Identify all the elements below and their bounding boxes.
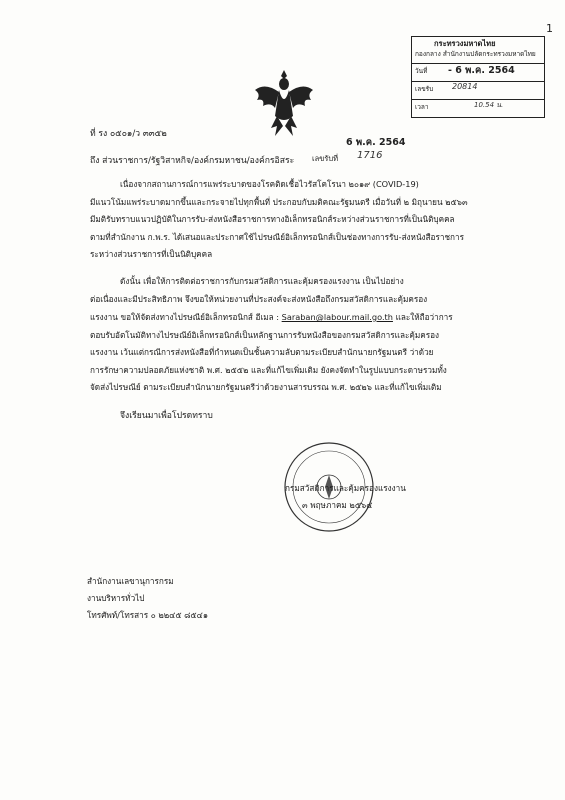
corner-mark: 1 [546,22,553,35]
body-line: มีแนวโน้มแพร่ระบาดมากขึ้นและกระจายไปทุกพื้นที่ ประกอบกับมติคณะรัฐมนตรี เมื่อวันที่ ๒ มิถุนายน ๒๕๖๓ [90,197,468,207]
email-after: และให้ถือว่าการ [395,312,453,322]
body-line: ตอบรับอัตโนมัติทางไปรษณีย์อิเล็กทรอนิกส์เป็นหลักฐานการรับหนังสือของกรมสวัสดิการและคุ้มครอง [90,330,440,340]
closing-line: จึงเรียนมาเพื่อโปรดทราบ [120,411,213,421]
email-intro: แรงงาน ขอให้จัดส่งทางไปรษณีย์อิเล็กทรอนิกส์ อีเมล : [90,312,280,322]
receipt-title: กระทรวงมหาดไทย [434,39,496,48]
second-stamp-date: 6 พ.ค. 2564 [346,137,406,148]
body-line: จัดส่งไปรษณีย์ ตามระเบียบสำนักนายกรัฐมนตรีว่าด้วยงานสารบรรณ พ.ศ. ๒๕๒๖ และที่แก้ไขเพิ่มเติม [90,382,442,392]
body-line-email [90,311,453,324]
addressee: ถึง ส่วนราชการ/รัฐวิสาหกิจ/องค์กรมหาชน/องค์กรอิสระ [90,156,295,166]
body-line: ดังนั้น เพื่อให้การติดต่อราชการกับกรมสวัสดิการและคุ้มครองแรงงาน เป็นไปอย่าง [120,276,404,286]
second-stamp-number-value: 1716 [357,150,383,161]
receipt-time-label: เวลา [415,103,429,111]
receipt-stamp [411,36,545,118]
body-line: มีมติรับทราบแนวปฏิบัติในการรับ-ส่งหนังสือราชการทางอิเล็กทรอนิกส์ระหว่างส่วนราชการที่เป็นนิติบุคคล [90,214,455,224]
signature-organization: กรมสวัสดิการและคุ้มครองแรงงาน [285,483,406,493]
footer-office: สำนักงานเลขานุการกรม [87,576,174,586]
body-line: ตามที่สำนักงาน ก.พ.ร. ได้เสนอและประกาศใช้ไปรษณีย์อิเล็กทรอนิกส์เป็นช่องทางการรับ-ส่งหนังสือราชการ [90,232,464,242]
receipt-office: กองกลาง สำนักงานปลัดกระทรวงมหาดไทย [415,50,536,58]
footer-unit: งานบริหารทั่วไป [87,593,145,603]
body-line: เนื่องจากสถานการณ์การแพร่ระบาดของโรคติดเชื้อไวรัสโคโรนา ๒๐๑๙ (COVID-19) [120,179,419,189]
receipt-number-label: เลขรับ [415,85,434,93]
email-link[interactable]: Saraban@labour.mail.go.th [281,312,393,322]
signature-date: ๓ พฤษภาคม ๒๕๖๔ [302,500,373,510]
body-line: แรงงาน เว้นแต่กรณีการส่งหนังสือที่กำหนดเป็นชั้นความลับตามระเบียบสำนักนายกรัฐมนตรี ว่าด้วย [90,347,434,357]
body-line: ต่อเนื่องและมีประสิทธิภาพ จึงขอให้หน่วยงานที่ประสงค์จะส่งหนังสือถึงกรมสวัสดิการและคุ้มครอง [90,294,428,304]
receipt-time-value: 10.54 น. [474,101,504,109]
garuda-emblem [253,68,315,138]
footer-phone: โทรศัพท์/โทรสาร ๐ ๒๒๔๕ ๘๕๔๑ [87,610,209,620]
receipt-number-value: 20814 [452,82,478,91]
receipt-date-label: วันที่ [415,67,428,75]
body-line: การรักษาความปลอดภัยแห่งชาติ พ.ศ. ๒๕๕๒ และที่แก้ไขเพิ่มเติม ยังคงจัดทำในรูปแบบกระดาษรวมทั้ง [90,365,447,375]
second-receipt-stamp [312,130,418,172]
body-line: ระหว่างส่วนราชการที่เป็นนิติบุคคล [90,249,213,259]
receipt-date-value: - 6 พ.ค. 2564 [448,65,515,76]
reference-number: ที่ รง ๐๕๐๑/ว ๓๓๕๒ [90,129,167,139]
second-stamp-number-label: เลขรับที่ [312,154,339,163]
